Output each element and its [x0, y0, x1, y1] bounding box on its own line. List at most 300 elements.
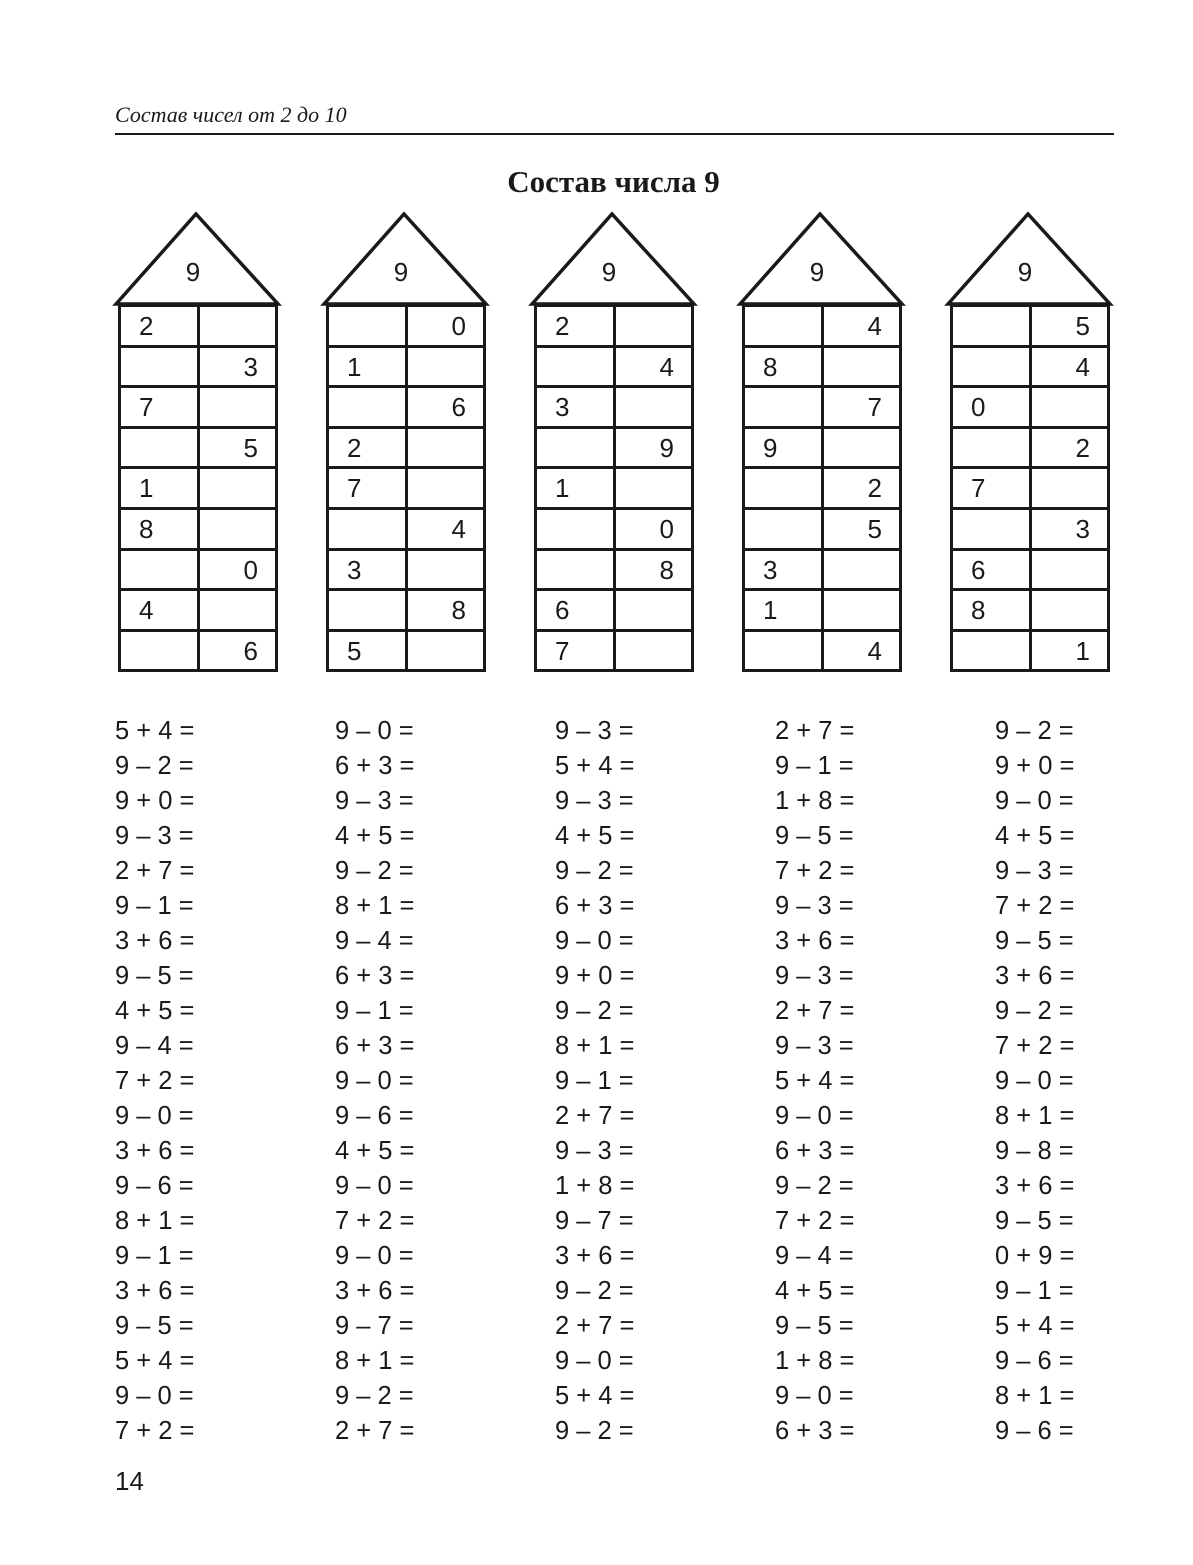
exercise: 7 + 2 =	[775, 1207, 855, 1235]
house-row	[329, 348, 483, 389]
exercise: 1 + 8 =	[555, 1172, 635, 1200]
house-row	[329, 510, 483, 551]
house-cell	[121, 429, 200, 467]
house-cell	[745, 551, 824, 589]
house-cell	[537, 469, 616, 507]
exercise: 9 – 3 =	[775, 1032, 854, 1060]
cell-value: 4	[659, 351, 674, 382]
cell-value: 7	[555, 635, 570, 666]
house-row	[537, 429, 691, 470]
exercise: 9 – 5 =	[995, 1207, 1074, 1235]
house-cell	[121, 307, 200, 345]
cell-value: 1	[555, 473, 570, 504]
house-cell	[824, 388, 900, 426]
house-cell	[616, 388, 692, 426]
cell-value: 3	[1075, 513, 1090, 544]
exercise: 9 – 0 =	[555, 1347, 634, 1375]
cell-value: 0	[451, 311, 466, 341]
exercise: 9 – 0 =	[555, 927, 634, 955]
cell-value: 3	[347, 554, 362, 585]
exercise: 6 + 3 =	[775, 1137, 855, 1165]
cell-value: 4	[867, 635, 882, 666]
house-cell	[200, 469, 276, 507]
exercise: 9 – 0 =	[115, 1382, 194, 1410]
house-cell	[408, 510, 484, 548]
exercise: 5 + 4 =	[555, 752, 635, 780]
house-cell	[824, 510, 900, 548]
cell-value: 0	[971, 392, 986, 423]
exercise: 9 – 4 =	[115, 1032, 194, 1060]
house-cell	[1032, 632, 1108, 670]
exercise: 9 – 7 =	[555, 1207, 634, 1235]
exercise: 3 + 6 =	[115, 1277, 195, 1305]
exercise: 9 – 2 =	[555, 1277, 634, 1305]
house-row	[953, 388, 1107, 429]
exercise: 9 + 0 =	[995, 752, 1075, 780]
cell-value: 1	[1075, 635, 1090, 666]
cell-value: 7	[347, 473, 362, 504]
exercise: 2 + 7 =	[775, 997, 855, 1025]
house-cell	[745, 388, 824, 426]
exercise-column	[555, 716, 735, 1451]
exercise: 9 – 1 =	[115, 892, 194, 920]
house-cell	[537, 388, 616, 426]
house-cell	[329, 632, 408, 670]
roof-number: 9	[185, 257, 201, 287]
cell-value: 9	[659, 432, 674, 463]
exercise: 9 – 2 =	[995, 717, 1074, 745]
exercise: 9 – 6 =	[115, 1172, 194, 1200]
number-house	[531, 212, 697, 674]
exercise: 4 + 5 =	[995, 822, 1075, 850]
cell-value: 8	[139, 513, 154, 544]
exercise: 8 + 1 =	[555, 1032, 635, 1060]
exercise: 3 + 6 =	[555, 1242, 635, 1270]
house-row	[121, 510, 275, 551]
house-cell	[953, 510, 1032, 548]
house-row	[329, 388, 483, 429]
house-cell	[329, 469, 408, 507]
house-row	[953, 510, 1107, 551]
exercise: 7 + 2 =	[775, 857, 855, 885]
house-cell	[329, 510, 408, 548]
house-cell	[537, 551, 616, 589]
exercise: 9 – 0 =	[995, 787, 1074, 815]
exercise: 3 + 6 =	[995, 962, 1075, 990]
exercise: 9 – 6 =	[995, 1417, 1074, 1445]
exercise: 9 – 3 =	[555, 787, 634, 815]
cell-value: 7	[139, 392, 154, 423]
exercise: 9 – 3 =	[555, 1137, 634, 1165]
exercise: 9 – 0 =	[335, 717, 414, 745]
house-row	[953, 632, 1107, 670]
cell-value: 9	[763, 432, 778, 463]
house-row	[329, 469, 483, 510]
exercise: 9 – 2 =	[115, 752, 194, 780]
cell-value: 5	[243, 432, 258, 463]
house-row	[745, 632, 899, 670]
house-cell	[408, 429, 484, 467]
exercise: 9 – 4 =	[335, 927, 414, 955]
house-cell	[200, 429, 276, 467]
exercise: 5 + 4 =	[995, 1312, 1075, 1340]
exercise-column	[995, 716, 1175, 1451]
house-cell	[616, 551, 692, 589]
exercise: 5 + 4 =	[555, 1382, 635, 1410]
house-cell	[745, 429, 824, 467]
number-house	[115, 212, 281, 674]
house-cell	[953, 388, 1032, 426]
cell-value: 8	[451, 595, 466, 626]
exercise: 9 – 0 =	[335, 1172, 414, 1200]
number-house	[739, 212, 905, 674]
house-cell	[953, 632, 1032, 670]
exercise: 0 + 9 =	[995, 1242, 1075, 1270]
house-cell	[953, 348, 1032, 386]
exercise: 3 + 6 =	[115, 927, 195, 955]
house-cell	[1032, 510, 1108, 548]
house-cell	[121, 348, 200, 386]
house-cell	[200, 632, 276, 670]
house-cell	[121, 632, 200, 670]
house-cell	[1032, 307, 1108, 345]
exercise: 2 + 7 =	[555, 1102, 635, 1130]
exercise: 9 – 3 =	[775, 892, 854, 920]
exercise: 7 + 2 =	[995, 892, 1075, 920]
exercise: 9 – 7 =	[335, 1312, 414, 1340]
house-cell	[745, 307, 824, 345]
house-cell	[200, 591, 276, 629]
cell-value: 2	[867, 473, 882, 504]
exercise: 9 – 8 =	[995, 1137, 1074, 1165]
exercise-column	[335, 716, 515, 1451]
exercise: 9 – 6 =	[995, 1347, 1074, 1375]
house-row	[953, 469, 1107, 510]
house-cell	[329, 591, 408, 629]
cell-value: 2	[1075, 432, 1090, 463]
house-cell	[1032, 348, 1108, 386]
cell-value: 3	[555, 392, 570, 423]
house-cell	[329, 429, 408, 467]
house-cell	[745, 510, 824, 548]
house-cell	[329, 307, 408, 345]
exercise: 9 – 3 =	[335, 787, 414, 815]
house-cell	[745, 591, 824, 629]
house-cell	[745, 632, 824, 670]
house-row	[953, 348, 1107, 389]
exercise: 9 – 2 =	[775, 1172, 854, 1200]
house-cell	[200, 551, 276, 589]
house-cell	[329, 348, 408, 386]
house-cell	[200, 510, 276, 548]
house-row	[329, 551, 483, 592]
cell-value: 4	[1075, 351, 1090, 382]
exercise: 9 – 0 =	[775, 1382, 854, 1410]
house-row	[953, 307, 1107, 348]
roof-number: 9	[601, 257, 617, 287]
house-row	[329, 429, 483, 470]
house-row	[537, 307, 691, 348]
house-row	[121, 632, 275, 670]
number-house	[323, 212, 489, 674]
exercise: 3 + 6 =	[775, 927, 855, 955]
exercise: 7 + 2 =	[995, 1032, 1075, 1060]
house-row	[537, 632, 691, 670]
exercise: 8 + 1 =	[995, 1382, 1075, 1410]
house-row	[745, 429, 899, 470]
house-row	[121, 307, 275, 348]
cell-value: 6	[555, 595, 570, 626]
house-cell	[408, 388, 484, 426]
exercise: 9 – 6 =	[335, 1102, 414, 1130]
house-cell	[408, 469, 484, 507]
house-row	[745, 348, 899, 389]
roof-number: 9	[1017, 257, 1033, 287]
exercise: 9 – 0 =	[115, 1102, 194, 1130]
house-cell	[537, 591, 616, 629]
house-cell	[1032, 591, 1108, 629]
exercise: 6 + 3 =	[335, 962, 415, 990]
house-row	[121, 429, 275, 470]
house-cell	[329, 388, 408, 426]
house-cell	[537, 429, 616, 467]
house-cell	[616, 307, 692, 345]
exercise: 9 – 4 =	[775, 1242, 854, 1270]
house-cell	[616, 429, 692, 467]
exercise: 6 + 3 =	[555, 892, 635, 920]
exercise: 2 + 7 =	[335, 1417, 415, 1445]
house-cell	[824, 591, 900, 629]
cell-value: 8	[763, 351, 778, 382]
house-cell	[953, 551, 1032, 589]
exercise: 1 + 8 =	[775, 787, 855, 815]
exercise: 2 + 7 =	[115, 857, 195, 885]
house-cell	[537, 632, 616, 670]
house-cell	[824, 469, 900, 507]
house-cell	[824, 632, 900, 670]
exercise: 8 + 1 =	[335, 892, 415, 920]
cell-value: 3	[763, 554, 778, 585]
exercise: 9 + 0 =	[555, 962, 635, 990]
cell-value: 5	[867, 513, 882, 544]
house-row	[121, 469, 275, 510]
exercise: 4 + 5 =	[115, 997, 195, 1025]
cell-value: 8	[659, 554, 674, 585]
house-cell	[953, 469, 1032, 507]
cell-value: 2	[139, 311, 154, 341]
cell-value: 1	[347, 351, 362, 382]
exercise: 7 + 2 =	[115, 1417, 195, 1445]
exercise: 9 – 1 =	[775, 752, 854, 780]
house-row	[537, 469, 691, 510]
house-cell	[745, 469, 824, 507]
house-grid	[534, 304, 694, 672]
house-cell	[1032, 551, 1108, 589]
exercise: 7 + 2 =	[115, 1067, 195, 1095]
house-cell	[1032, 469, 1108, 507]
house-row	[537, 591, 691, 632]
roof-number: 9	[393, 257, 409, 287]
exercise: 9 – 0 =	[335, 1067, 414, 1095]
house-cell	[824, 348, 900, 386]
cell-value: 8	[971, 595, 986, 626]
cell-value: 6	[971, 554, 986, 585]
exercise: 9 – 2 =	[995, 997, 1074, 1025]
exercise: 9 – 3 =	[115, 822, 194, 850]
house-cell	[616, 591, 692, 629]
house-row	[121, 348, 275, 389]
roof-number: 9	[809, 257, 825, 287]
cell-value: 7	[971, 473, 986, 504]
cell-value: 1	[763, 595, 778, 626]
house-cell	[537, 510, 616, 548]
exercise: 5 + 4 =	[115, 717, 195, 745]
exercise: 9 – 2 =	[555, 857, 634, 885]
exercise: 6 + 3 =	[775, 1417, 855, 1445]
cell-value: 4	[451, 513, 466, 544]
house-row	[953, 429, 1107, 470]
exercise: 6 + 3 =	[335, 752, 415, 780]
exercise: 5 + 4 =	[775, 1067, 855, 1095]
number-house	[947, 212, 1113, 674]
house-row	[953, 551, 1107, 592]
house-cell	[537, 307, 616, 345]
cell-value: 5	[347, 635, 362, 666]
house-cell	[200, 307, 276, 345]
house-cell	[408, 591, 484, 629]
exercise: 9 – 0 =	[775, 1102, 854, 1130]
house-cell	[121, 510, 200, 548]
cell-value: 6	[451, 392, 466, 423]
cell-value: 4	[139, 595, 154, 626]
exercise: 7 + 2 =	[335, 1207, 415, 1235]
exercise-column	[115, 716, 295, 1451]
house-cell	[745, 348, 824, 386]
house-row	[537, 348, 691, 389]
exercise: 8 + 1 =	[115, 1207, 195, 1235]
exercise: 9 – 5 =	[775, 822, 854, 850]
exercise: 4 + 5 =	[335, 1137, 415, 1165]
exercise-column	[775, 716, 955, 1451]
house-row	[745, 388, 899, 429]
house-cell	[824, 551, 900, 589]
house-grid	[950, 304, 1110, 672]
cell-value: 5	[1075, 311, 1090, 341]
cell-value: 0	[243, 554, 258, 585]
house-cell	[408, 307, 484, 345]
cell-value: 3	[243, 351, 258, 382]
cell-value: 7	[867, 392, 882, 423]
exercise: 1 + 8 =	[775, 1347, 855, 1375]
house-row	[121, 591, 275, 632]
house-cell	[953, 591, 1032, 629]
exercise: 9 – 3 =	[555, 717, 634, 745]
exercise: 4 + 5 =	[335, 822, 415, 850]
house-grid	[118, 304, 278, 672]
house-cell	[121, 591, 200, 629]
house-row	[329, 632, 483, 670]
exercise: 4 + 5 =	[775, 1277, 855, 1305]
house-cell	[408, 551, 484, 589]
exercise: 9 – 3 =	[995, 857, 1074, 885]
house-row	[537, 510, 691, 551]
exercise: 9 – 2 =	[335, 857, 414, 885]
exercise: 9 – 1 =	[335, 997, 414, 1025]
exercise: 9 – 5 =	[115, 1312, 194, 1340]
house-row	[745, 307, 899, 348]
house-row	[121, 551, 275, 592]
house-cell	[329, 551, 408, 589]
running-head: Состав чисел от 2 до 10	[115, 102, 347, 127]
house-cell	[121, 388, 200, 426]
exercise: 9 – 3 =	[775, 962, 854, 990]
house-cell	[408, 632, 484, 670]
house-row	[329, 307, 483, 348]
house-row	[537, 551, 691, 592]
house-cell	[1032, 429, 1108, 467]
exercise: 9 – 1 =	[995, 1277, 1074, 1305]
house-cell	[537, 348, 616, 386]
exercise: 2 + 7 =	[555, 1312, 635, 1340]
page-number: 14	[115, 1466, 144, 1496]
cell-value: 2	[555, 311, 570, 341]
exercise: 3 + 6 =	[335, 1277, 415, 1305]
house-cell	[121, 551, 200, 589]
house-row	[953, 591, 1107, 632]
exercise: 9 – 1 =	[555, 1067, 634, 1095]
exercise: 9 – 0 =	[995, 1067, 1074, 1095]
house-row	[745, 469, 899, 510]
house-row	[121, 388, 275, 429]
house-cell	[824, 307, 900, 345]
exercise: 8 + 1 =	[335, 1347, 415, 1375]
exercise: 3 + 6 =	[115, 1137, 195, 1165]
house-cell	[616, 469, 692, 507]
exercise: 5 + 4 =	[115, 1347, 195, 1375]
exercise: 3 + 6 =	[995, 1172, 1075, 1200]
exercise: 2 + 7 =	[775, 717, 855, 745]
exercise: 9 – 2 =	[335, 1382, 414, 1410]
header-rule	[115, 133, 1114, 135]
exercise: 9 – 2 =	[555, 997, 634, 1025]
house-cell	[953, 307, 1032, 345]
exercise: 4 + 5 =	[555, 822, 635, 850]
exercise: 8 + 1 =	[995, 1102, 1075, 1130]
house-grid	[326, 304, 486, 672]
house-row	[745, 551, 899, 592]
house-cell	[953, 429, 1032, 467]
exercise: 9 + 0 =	[115, 787, 195, 815]
house-cell	[200, 388, 276, 426]
house-cell	[616, 510, 692, 548]
house-cell	[616, 348, 692, 386]
cell-value: 0	[659, 513, 674, 544]
exercise: 9 – 2 =	[555, 1417, 634, 1445]
house-cell	[824, 429, 900, 467]
exercise: 9 – 5 =	[115, 962, 194, 990]
house-row	[537, 388, 691, 429]
cell-value: 6	[243, 635, 258, 666]
cell-value: 1	[139, 473, 154, 504]
house-cell	[1032, 388, 1108, 426]
house-grid	[742, 304, 902, 672]
exercise: 6 + 3 =	[335, 1032, 415, 1060]
cell-value: 2	[347, 432, 362, 463]
house-row	[745, 591, 899, 632]
page-title: Состав числа 9	[507, 164, 720, 199]
exercise: 9 – 0 =	[335, 1242, 414, 1270]
cell-value: 4	[867, 311, 882, 341]
